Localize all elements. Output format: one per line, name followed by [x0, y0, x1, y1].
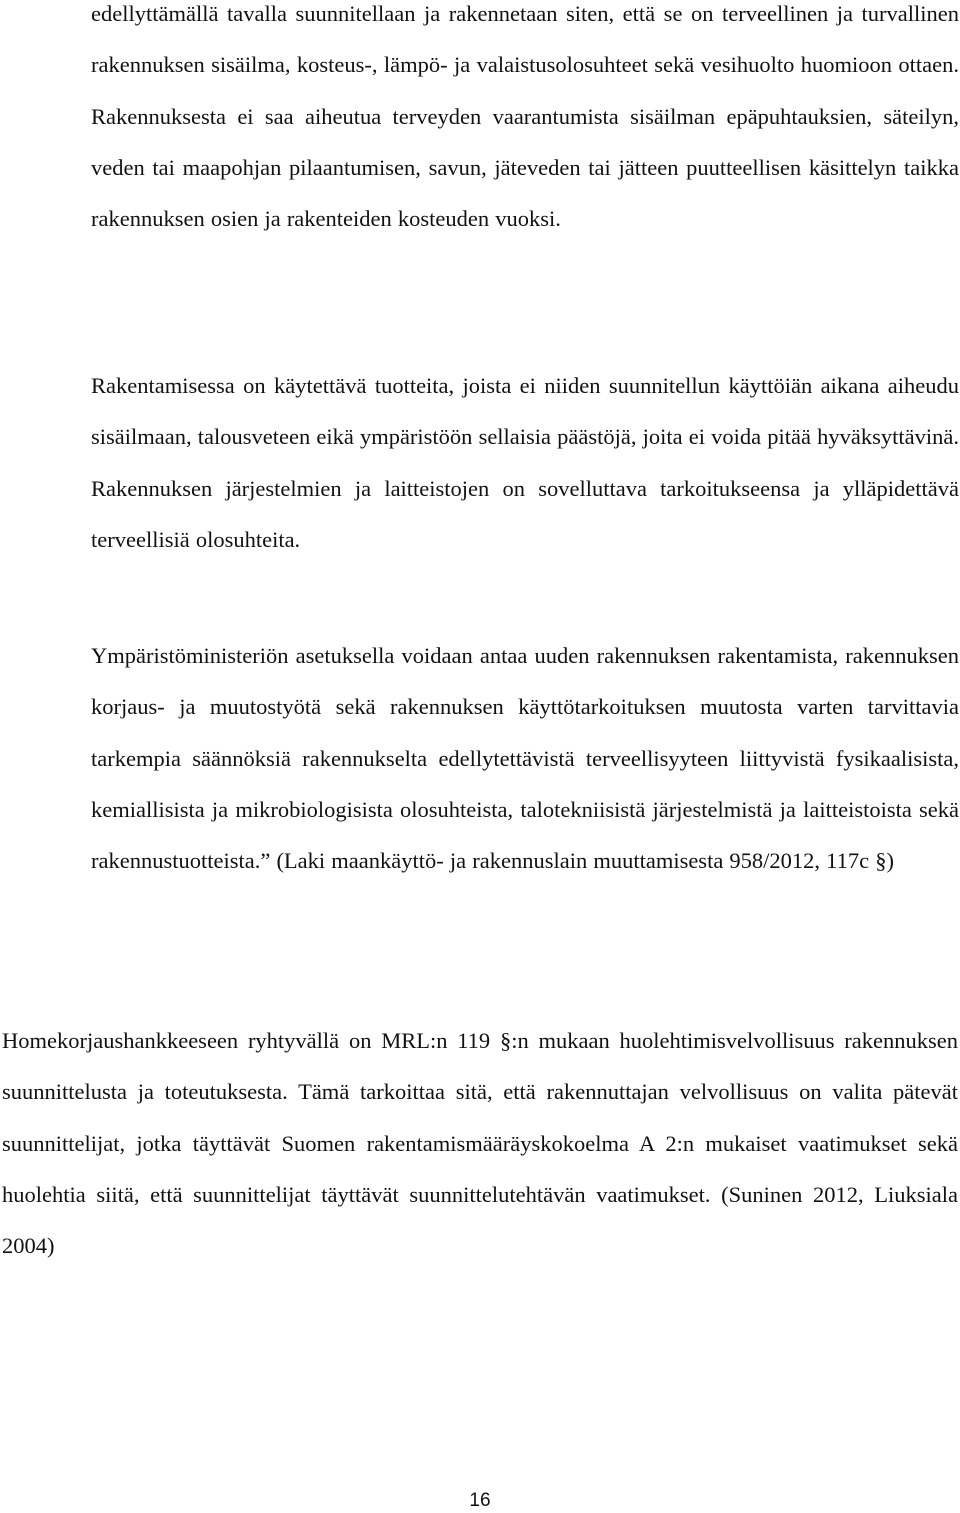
quote-paragraph-building-products: Rakentamisessa on käytettävä tuotteita, joista ei niiden suunnitellun käyttöiän aikana aiheudu sisäilmaan, talousveteen eikä ympäristöön sellaisia päästöjä, joita ei voida pitää hyväksyttävinä. Rakennuksen järjestelmien ja laitteistojen on sovelluttava tarkoitukseensa ja ylläpidettävä terveellisiä olosuhteita.: [91, 373, 959, 552]
quote-paragraph-health-requirements: edellyttämällä tavalla suunnitellaan ja rakennetaan siten, että se on terveellinen ja turvallinen rakennuksen sisäilma, kosteus-, lämpö- ja valaistusolosuhteet sekä vesihuolto huomioon ottaen. Rakennuksesta ei saa aiheutua terveyden vaarantumista sisäilman epäpuhtauksien, säteilyn, veden tai maapohjan pilaantumisen, savun, jäteveden tai jätteen puutteellisen käsittelyn taikka rakennuksen osien ja rakenteiden kosteuden vuoksi.: [91, 1, 959, 232]
quote-paragraph-ministry-regulation: Ympäristöministeriön asetuksella voidaan antaa uuden rakennuksen rakentamista, rakennuksen korjaus- ja muutostyötä sekä rakennuksen käyttötarkoituksen muutosta varten tarvittavia tarkempia säännöksiä rakennukselta edellytettävistä terveellisyyteen liittyvistä fysikaalisista, kemiallisista ja mikrobiologisista olosuhteista, talotekniisistä järjestelmistä ja laitteistoista sekä rakennustuotteista.” (Laki maankäyttö- ja rakennuslain muuttamisesta 958/2012, 117c §): [91, 643, 959, 874]
page-number: 16: [469, 1490, 491, 1511]
body-paragraph-mould-repair-obligation: Homekorjaushankkeeseen ryhtyvällä on MRL:n 119 §:n mukaan huolehtimisvelvollisuus rakennuksen suunnittelusta ja toteutuksesta. Tämä tarkoittaa sitä, että rakennuttajan velvollisuus on valita pätevät suunnittelijat, jotka täyttävät Suomen rakentamismääräyskokoelma A 2:n mukaiset vaatimukset sekä huolehtia siitä, että suunnittelijat täyttävät suunnittelutehtävän vaatimukset. (Suninen 2012, Liuksiala 2004): [2, 1028, 958, 1259]
